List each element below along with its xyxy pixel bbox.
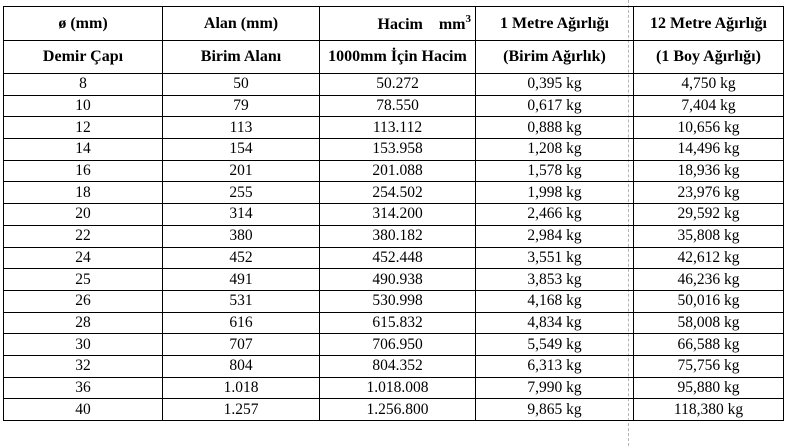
cell-area: 804: [163, 355, 320, 377]
cell-bar-weight: 75,756 kg: [634, 355, 784, 377]
cell-bar-weight: 23,976 kg: [634, 182, 784, 204]
table-row: [4, 399, 784, 421]
table-row: [4, 312, 784, 334]
cell-bar-weight: 29,592 kg: [634, 204, 784, 226]
cell-area: 707: [163, 334, 320, 356]
table-row: [4, 269, 784, 291]
cell-volume: 804.352: [320, 355, 476, 377]
cell-volume: 1.256.800: [320, 399, 476, 421]
table-header: [4, 7, 784, 74]
cell-bar-weight: 7,404 kg: [634, 95, 784, 117]
header-bar-weight: (1 Boy Ağırlığı): [634, 41, 784, 74]
table-body: [4, 74, 784, 421]
cell-diameter: 20: [4, 204, 163, 226]
cell-area: 616: [163, 312, 320, 334]
cell-area: 79: [163, 95, 320, 117]
cell-meter-weight: 0,888 kg: [476, 117, 634, 139]
header-12m-weight: 12 Metre Ağırlığı: [634, 7, 784, 41]
cell-diameter: 12: [4, 117, 163, 139]
cell-meter-weight: 2,466 kg: [476, 204, 634, 226]
cell-bar-weight: 42,612 kg: [634, 247, 784, 269]
cell-diameter: 22: [4, 225, 163, 247]
cell-volume: 153.958: [320, 139, 476, 161]
rebar-weight-sheet: [3, 6, 783, 438]
header-volume-per-1000mm: 1000mm İçin Hacim: [320, 41, 476, 74]
cell-meter-weight: 2,984 kg: [476, 225, 634, 247]
table-row: [4, 95, 784, 117]
header-area-unit: Alan (mm): [163, 7, 320, 41]
cell-diameter: 26: [4, 290, 163, 312]
cell-meter-weight: 1,208 kg: [476, 139, 634, 161]
header-row-2: [4, 41, 784, 74]
cell-diameter: 18: [4, 182, 163, 204]
cell-diameter: 36: [4, 377, 163, 399]
cell-diameter: 30: [4, 334, 163, 356]
cell-volume: 530.998: [320, 290, 476, 312]
cell-bar-weight: 58,008 kg: [634, 312, 784, 334]
header-unit-weight: (Birim Ağırlık): [476, 41, 634, 74]
cell-meter-weight: 1,998 kg: [476, 182, 634, 204]
cell-diameter: 16: [4, 160, 163, 182]
cell-volume: 50.272: [320, 74, 476, 96]
cell-bar-weight: 14,496 kg: [634, 139, 784, 161]
header-volume-label: Hacim: [377, 16, 423, 33]
cell-volume: 254.502: [320, 182, 476, 204]
cell-meter-weight: 7,990 kg: [476, 377, 634, 399]
cell-bar-weight: 118,380 kg: [634, 399, 784, 421]
cell-diameter: 24: [4, 247, 163, 269]
cell-area: 452: [163, 247, 320, 269]
cell-area: 113: [163, 117, 320, 139]
cell-area: 255: [163, 182, 320, 204]
cell-volume: 314.200: [320, 204, 476, 226]
table-row: [4, 182, 784, 204]
cell-meter-weight: 5,549 kg: [476, 334, 634, 356]
cell-bar-weight: 18,936 kg: [634, 160, 784, 182]
cell-volume: 78.550: [320, 95, 476, 117]
cell-area: 50: [163, 74, 320, 96]
cell-area: 531: [163, 290, 320, 312]
cell-volume: 615.832: [320, 312, 476, 334]
cell-bar-weight: 35,808 kg: [634, 225, 784, 247]
cell-diameter: 32: [4, 355, 163, 377]
header-volume-exponent: 3: [465, 13, 471, 25]
header-diameter: Demir Çapı: [4, 41, 163, 74]
cell-diameter: 28: [4, 312, 163, 334]
cell-area: 380: [163, 225, 320, 247]
cell-area: 154: [163, 139, 320, 161]
cell-area: 201: [163, 160, 320, 182]
header-volume-mm: mm: [438, 16, 466, 33]
cell-diameter: 40: [4, 399, 163, 421]
cell-volume: 1.018.008: [320, 377, 476, 399]
header-unit-area: Birim Alanı: [163, 41, 320, 74]
table-row: [4, 355, 784, 377]
table-row: [4, 247, 784, 269]
table-row: [4, 139, 784, 161]
cell-meter-weight: 3,853 kg: [476, 269, 634, 291]
table-row: [4, 160, 784, 182]
table-row: [4, 74, 784, 96]
cell-bar-weight: 10,656 kg: [634, 117, 784, 139]
table-row: [4, 334, 784, 356]
cell-meter-weight: 3,551 kg: [476, 247, 634, 269]
cell-area: 314: [163, 204, 320, 226]
cell-meter-weight: 0,617 kg: [476, 95, 634, 117]
cell-bar-weight: 50,016 kg: [634, 290, 784, 312]
cell-diameter: 25: [4, 269, 163, 291]
cell-meter-weight: 6,313 kg: [476, 355, 634, 377]
cell-volume: 452.448: [320, 247, 476, 269]
table-row: [4, 225, 784, 247]
cell-meter-weight: 4,834 kg: [476, 312, 634, 334]
rebar-weight-table: [3, 6, 784, 421]
cell-bar-weight: 46,236 kg: [634, 269, 784, 291]
header-volume-unit: [320, 7, 476, 41]
header-row-1: [4, 7, 784, 41]
cell-bar-weight: 4,750 kg: [634, 74, 784, 96]
cell-meter-weight: 9,865 kg: [476, 399, 634, 421]
cell-volume: 706.950: [320, 334, 476, 356]
header-meter-weight: 1 Metre Ağırlığı: [476, 7, 634, 41]
cell-meter-weight: 4,168 kg: [476, 290, 634, 312]
cell-area: 491: [163, 269, 320, 291]
cell-volume: 490.938: [320, 269, 476, 291]
table-row: [4, 377, 784, 399]
table-row: [4, 117, 784, 139]
cell-volume: 113.112: [320, 117, 476, 139]
cell-volume: 201.088: [320, 160, 476, 182]
cell-area: 1.257: [163, 399, 320, 421]
cell-diameter: 8: [4, 74, 163, 96]
cell-bar-weight: 66,588 kg: [634, 334, 784, 356]
cell-meter-weight: 0,395 kg: [476, 74, 634, 96]
table-row: [4, 290, 784, 312]
cell-diameter: 10: [4, 95, 163, 117]
cell-volume: 380.182: [320, 225, 476, 247]
cell-meter-weight: 1,578 kg: [476, 160, 634, 182]
cell-bar-weight: 95,880 kg: [634, 377, 784, 399]
cell-area: 1.018: [163, 377, 320, 399]
cell-diameter: 14: [4, 139, 163, 161]
header-diameter-unit: ø (mm): [4, 7, 163, 41]
table-row: [4, 204, 784, 226]
